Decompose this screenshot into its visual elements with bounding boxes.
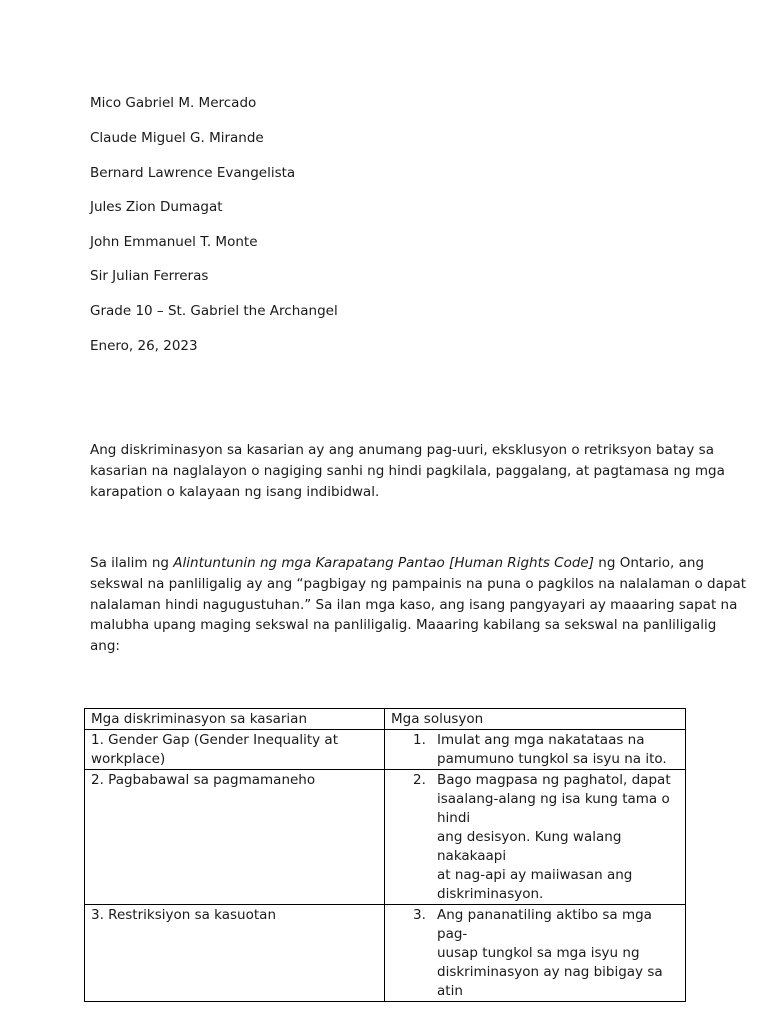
author-name-1: Mico Gabriel M. Mercado <box>90 95 257 111</box>
grade-section: Grade 10 – St. Gabriel the Archangel <box>90 303 338 319</box>
solution-line: isaalang-alang ng isa kung tama o hindi <box>437 791 670 826</box>
solution-line: Ang pananatiling aktibo sa mga pag- <box>437 907 652 942</box>
author-name-4: Jules Zion Dumagat <box>90 199 223 215</box>
author-name-5: John Emmanuel T. Monte <box>90 234 258 250</box>
solution-item <box>391 771 679 904</box>
discrimination-cell <box>85 905 385 1002</box>
discrimination-line: 1. Gender Gap (Gender Inequality at <box>91 732 338 748</box>
solution-line: at nag-api ay maiiwasan ang <box>437 867 633 883</box>
discrimination-line: workplace) <box>91 751 166 767</box>
column-header-solutions: Mga solusyon <box>385 709 686 730</box>
intro-paragraph <box>90 440 725 502</box>
harassment-line-1 <box>90 553 705 574</box>
intro-line-2: kasarian na naglalayon o nagiging sanhi ng hindi pagkilala, paggalang, at pagtamasa ng mga <box>90 462 725 479</box>
discrimination-solutions-table <box>84 708 686 1002</box>
solution-number: 1. <box>413 732 426 748</box>
solution-item <box>391 906 679 1001</box>
human-rights-code-title: Alintuntunin ng mga Karapatang Pantao [Human Rights Code] <box>173 555 595 571</box>
harassment-line-4: malubha upang maging sekswal na panliligalig. Maaaring kabilang sa sekswal na panliligalig <box>90 617 717 634</box>
discrimination-line: 2. Pagbabawal sa pagmamaneho <box>91 772 316 788</box>
solution-line: diskriminasyon. <box>437 886 544 902</box>
solution-number: 3. <box>413 907 426 923</box>
discrimination-cell <box>85 770 385 905</box>
intro-line-1: Ang diskriminasyon sa kasarian ay ang anumang pag-uuri, eksklusyon o retriksyon batay sa <box>90 442 714 458</box>
harassment-paragraph <box>90 553 747 657</box>
teacher-name: Sir Julian Ferreras <box>90 268 209 284</box>
solution-line: Bago magpasa ng paghatol, dapat <box>437 772 671 788</box>
author-name-3: Bernard Lawrence Evangelista <box>90 165 296 181</box>
author-name-2: Claude Miguel G. Mirande <box>90 130 264 146</box>
table-row <box>85 770 686 905</box>
solution-line: uusap tungkol sa mga isyu ng <box>437 945 640 961</box>
harassment-line-5: ang: <box>90 638 120 655</box>
solution-cell <box>385 770 686 905</box>
intro-line-3: karapation o kalayaan ng isang indibidwal. <box>90 483 380 500</box>
document-date: Enero, 26, 2023 <box>90 338 198 354</box>
solution-item <box>391 731 679 769</box>
solution-cell <box>385 730 686 770</box>
harassment-line-1-pre: Sa ilalim ng <box>90 555 174 571</box>
solution-number: 2. <box>413 772 426 788</box>
table-header-row <box>85 709 686 730</box>
solution-line: Imulat ang mga nakatataas na <box>437 732 645 748</box>
harassment-line-1-post: ng Ontario, ang <box>594 555 705 571</box>
discrimination-line: 3. Restriksiyon sa kasuotan <box>91 907 276 923</box>
solution-cell <box>385 905 686 1002</box>
harassment-line-3: nalalaman hindi nagugustuhan.” Sa ilan mga kaso, ang isang pangyayari ay maaaring sapat na <box>90 596 738 613</box>
table-row <box>85 905 686 1002</box>
discrimination-cell <box>85 730 385 770</box>
table-row <box>85 730 686 770</box>
harassment-line-2: sekswal na panliligalig ay ang “pagbigay ng pampainis na puna o pagkilos na nalalaman o dapat <box>90 575 747 592</box>
solution-line: diskriminasyon ay nag bibigay sa atin <box>437 964 663 999</box>
solution-line: ang desisyon. Kung walang nakakaapi <box>437 829 622 864</box>
solution-line: pamumuno tungkol sa isyu na ito. <box>437 751 667 767</box>
column-header-discrimination: Mga diskriminasyon sa kasarian <box>85 709 385 730</box>
